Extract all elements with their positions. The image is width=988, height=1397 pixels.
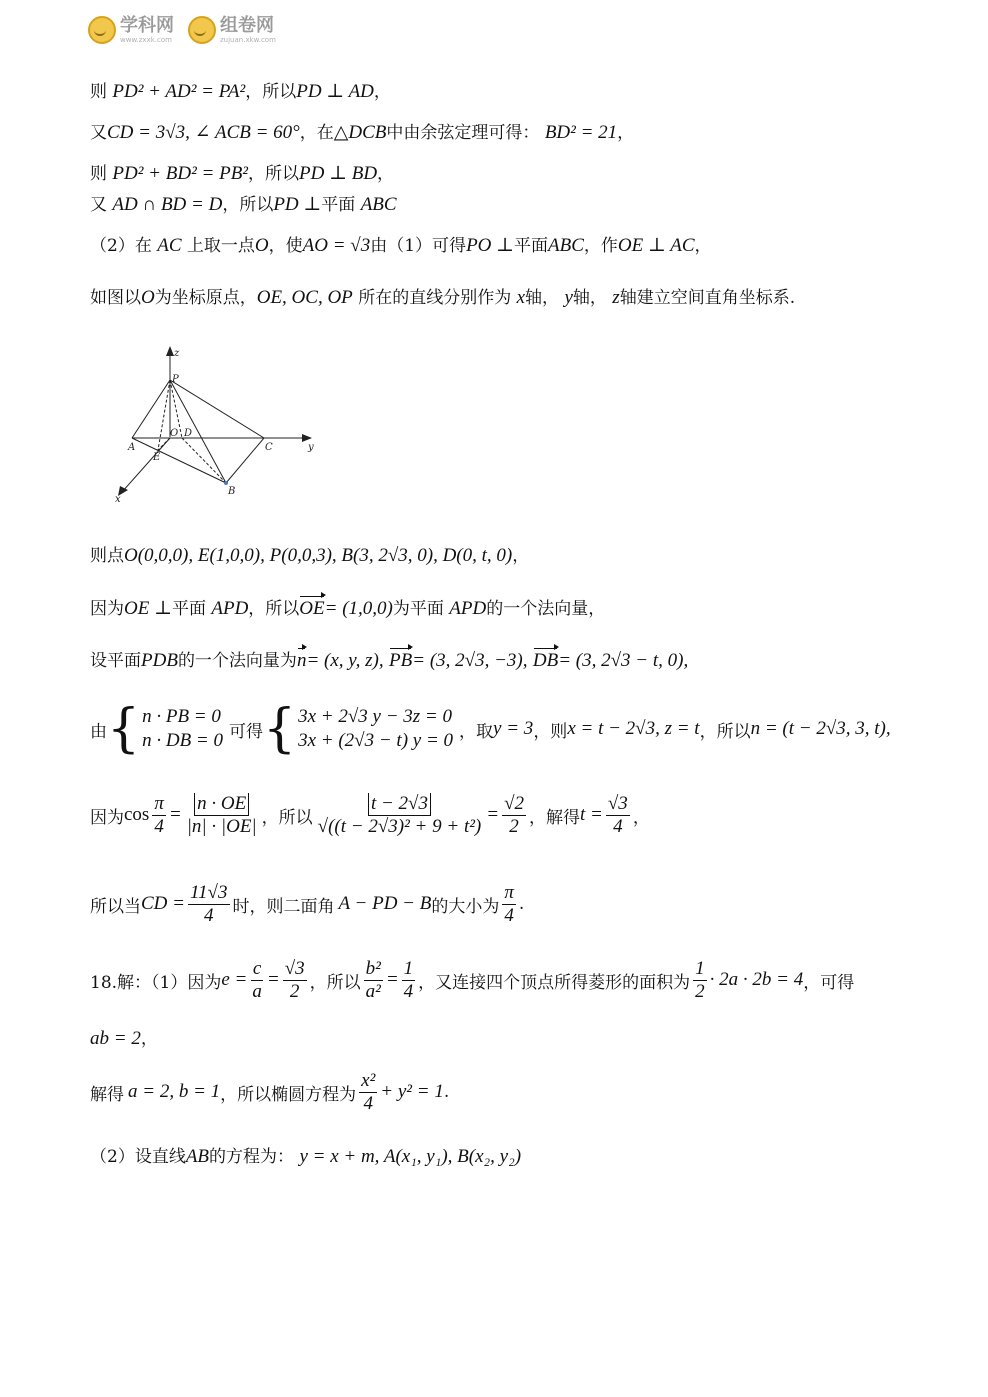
- label-y: y: [308, 442, 314, 453]
- text-line-12: 所以当 CD = $\frac{11√3}{4}$ 时，则二面角 A − PD − B 的大小为 $\frac{\pi}{4}$ .: [90, 882, 525, 926]
- text-line-11: 因为 cos $\frac{\pi}{4}$ = $\frac{n \cdot OE}{|n| \cdot |OE|}$ ，所以 $\frac{t - 2√3}{\text{√((t − 2√3)² + 9 + t²)}}$ = $\frac{√2}{2}$ ，解得 t = $\frac{√3}{4}$ ，: [90, 793, 650, 837]
- math-expr: CD = 3√3, ∠ ACB = 60°: [107, 122, 300, 143]
- label-z: z: [174, 348, 180, 359]
- logo-zujuan-domain: zujuan.xkw.com: [220, 35, 276, 44]
- text-line-1: 则 PD² + AD² = PA²，所以PD ⊥ AD，: [90, 81, 391, 102]
- header-logos: [88, 16, 276, 44]
- logo-mark-icon: [188, 16, 216, 44]
- math-expr: PD ⊥ AD: [296, 81, 374, 102]
- text-line-6: 如图以O为坐标原点，OE, OC, OP 所在的直线分别作为 x轴， y轴， z轴建立空间直角坐标系.: [90, 287, 796, 308]
- vector-pb: PB: [389, 647, 412, 675]
- math-expr: PD ⊥: [273, 194, 322, 215]
- logo-mark-icon: [88, 16, 116, 44]
- point-b-marker: [224, 481, 228, 485]
- vector-n: n: [297, 647, 307, 675]
- text-line-10: 由 { n · PB = 0 n · DB = 0 可得 { 3x + 2√3 y − 3z = 0 3x + (2√3 − t) y = 0 ，取 y = 3 ，则 x = t − 2√3, z = t ，所以 n = (t − 2√3, 3, t),: [90, 699, 891, 759]
- text-line-15: 解得 a = 2, b = 1 ，所以椭圆方程为 $\frac{\text{x²}}{4}$ + y² = 1 .: [90, 1070, 450, 1114]
- math-expr: PD ⊥ BD: [299, 163, 378, 184]
- logo-zujuan[interactable]: [188, 16, 276, 44]
- math-expr: △DCB: [333, 122, 387, 143]
- label-x: x: [115, 494, 121, 505]
- logo-zxxk[interactable]: [88, 16, 174, 44]
- label-b: B: [228, 486, 236, 497]
- text-line-7: 则点O(0,0,0), E(1,0,0), P(0,0,3), B(3, 2√3, 0), D(0, t, 0)，: [90, 545, 530, 566]
- system-eq-2: n · DB = 0: [142, 730, 223, 751]
- logo-zxxk-domain: www.zxxk.com: [120, 35, 172, 44]
- label-a: A: [128, 442, 136, 453]
- logo-zujuan-name: 组卷网: [220, 14, 274, 36]
- system-eq-1: n · PB = 0: [142, 706, 221, 727]
- label-p: P: [172, 374, 179, 385]
- label-e: E: [153, 452, 161, 463]
- math-expr: PD² + BD² = PB²: [112, 163, 249, 184]
- vector-db: DB: [533, 647, 558, 675]
- label-o: O: [170, 428, 179, 439]
- text-line-5: （2）在 AC 上取一点O，使AO = √3由（1）可得PO ⊥平面ABC，作OE ⊥ AC，: [90, 235, 712, 256]
- text-line-16: （2）设直线AB的方程为： y = x + m, A(x₁, y₁), B(x₂, y₂): [90, 1146, 522, 1167]
- math-expr: BD² = 21: [544, 122, 618, 143]
- text-line-9: 设平面PDB的一个法向量为n= (x, y, z), PB= (3, 2√3, −3), DB= (3, 2√3 − t, 0),: [90, 647, 688, 675]
- text-line-14: ab = 2，: [90, 1028, 158, 1049]
- math-expr: AD ∩ BD = D: [112, 194, 223, 215]
- text-line-4: 又 AD ∩ BD = D，所以PD ⊥平面 ABC: [90, 194, 397, 215]
- text-line-2: 又CD = 3√3, ∠ ACB = 60°，在△DCB中由余弦定理可得： BD² = 21，: [90, 122, 635, 143]
- coordinate-figure: [110, 342, 330, 507]
- label-c: C: [265, 442, 273, 453]
- text-line-13: 18.解：（1）因为 e = $\frac{c}{a}$ = $\frac{√3}{2}$ ，所以 $\frac{\text{b²}}{\text{a²}}$ = $\frac{1}{4}$ ，又连接四个顶点所得菱形的面积为 $\frac{1}{2}$ · 2a · 2b = 4 ，可得: [90, 958, 855, 1002]
- label-d: D: [184, 428, 193, 439]
- vector-oe: OE: [299, 595, 324, 623]
- text-line-8: 因为OE ⊥平面 APD，所以OE= (1,0,0)为平面 APD的一个法向量，: [90, 595, 605, 623]
- system-eq-4: 3x + (2√3 − t) y = 0: [298, 730, 454, 751]
- text-line-3: 则 PD² + BD² = PB²，所以PD ⊥ BD，: [90, 163, 395, 184]
- system-eq-3: 3x + 2√3 y − 3z = 0: [298, 706, 452, 727]
- logo-zxxk-name: 学科网: [120, 14, 174, 36]
- math-expr: ABC: [360, 194, 397, 215]
- math-expr: PD² + AD² = PA²: [112, 81, 246, 102]
